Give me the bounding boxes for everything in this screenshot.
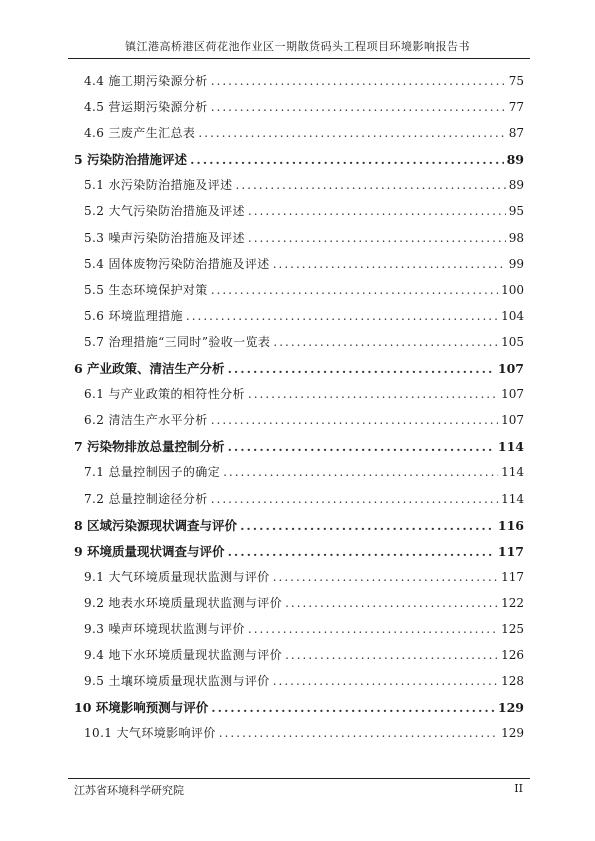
toc-entry-page: 114 [497, 439, 524, 455]
table-of-contents [74, 72, 524, 750]
toc-entry-title: 9.3 噪声环境现状监测与评价 [84, 621, 245, 636]
toc-section-entry[interactable] [74, 176, 524, 202]
toc-dot-leader [248, 231, 506, 245]
toc-entry-page: 117 [497, 543, 524, 559]
toc-dot-leader [211, 283, 498, 297]
toc-dot-leader [240, 518, 495, 533]
toc-entry-title: 5.1 水污染防治措施及评述 [84, 178, 233, 193]
toc-entry-page: 89 [506, 152, 524, 168]
toc-entry-page: 105 [501, 334, 524, 349]
toc-entry-title: 6.2 清洁生产水平分析 [84, 413, 208, 428]
toc-section-entry[interactable] [74, 646, 524, 672]
toc-dot-leader [273, 257, 506, 271]
toc-entry-title: 5.7 治理措施“三同时”验收一览表 [84, 334, 271, 349]
toc-entry-title: 5.4 固体废物污染防治措施及评述 [84, 256, 270, 271]
toc-section-entry[interactable] [74, 490, 524, 516]
toc-entry-title: 7.2 总量控制途径分析 [84, 491, 208, 506]
toc-entry-page: 129 [501, 726, 524, 741]
header-rule [68, 58, 530, 59]
toc-entry-title: 9.1 大气环境质量现状监测与评价 [84, 569, 270, 584]
toc-dot-leader [211, 413, 498, 427]
toc-section-entry[interactable] [74, 98, 524, 124]
toc-dot-leader [228, 439, 495, 454]
toc-entry-title: 4.4 施工期污染源分析 [84, 74, 208, 88]
toc-chapter-entry[interactable] [74, 359, 524, 385]
toc-chapter-entry[interactable] [74, 698, 524, 724]
toc-dot-leader [211, 100, 506, 114]
toc-entry-page: 107 [501, 387, 524, 402]
toc-section-entry[interactable] [74, 672, 524, 698]
toc-dot-leader [211, 492, 498, 506]
running-header: 镇江港高桥港区荷花池作业区一期散货码头工程项目环境影响报告书 [125, 40, 470, 53]
toc-section-entry[interactable] [74, 333, 524, 359]
toc-entry-title: 9.2 地表水环境质量现状监测与评价 [84, 595, 283, 610]
toc-section-entry[interactable] [74, 72, 524, 98]
toc-section-entry[interactable] [74, 307, 524, 333]
toc-dot-leader [273, 335, 498, 349]
toc-entry-title: 5 污染防治措施评述 [74, 152, 188, 168]
toc-entry-page: 116 [497, 517, 524, 533]
toc-entry-page: 77 [508, 100, 524, 115]
toc-entry-title: 10.1 大气环境影响评价 [84, 726, 216, 741]
toc-entry-page: 114 [501, 491, 524, 506]
toc-entry-page: 99 [508, 256, 524, 271]
toc-entry-title: 10 环境影响预测与评价 [74, 700, 209, 716]
toc-entry-page: 89 [508, 178, 524, 193]
toc-section-entry[interactable] [74, 568, 524, 594]
toc-dot-leader [248, 204, 506, 218]
toc-entry-page: 126 [501, 648, 524, 663]
toc-chapter-entry[interactable] [74, 150, 524, 176]
toc-entry-page: 87 [508, 126, 524, 141]
toc-section-entry[interactable] [74, 124, 524, 150]
toc-entry-page: 107 [501, 413, 524, 428]
toc-section-entry[interactable] [74, 620, 524, 646]
toc-entry-title: 9 环境质量现状调查与评价 [74, 543, 225, 559]
toc-section-entry[interactable] [74, 724, 524, 750]
toc-section-entry[interactable] [74, 594, 524, 620]
toc-entry-title: 9.4 地下水环境质量现状监测与评价 [84, 648, 283, 663]
toc-entry-page: 98 [508, 230, 524, 245]
toc-entry-page: 100 [501, 282, 524, 297]
toc-dot-leader [228, 544, 495, 559]
toc-entry-title: 5.3 噪声污染防治措施及评述 [84, 230, 245, 245]
toc-entry-page: 117 [501, 569, 524, 584]
toc-dot-leader [211, 74, 506, 88]
toc-entry-title: 7 污染物排放总量控制分析 [74, 439, 225, 455]
toc-entry-title: 5.5 生态环境保护对策 [84, 282, 208, 297]
toc-entry-page: 104 [501, 308, 524, 323]
toc-dot-leader [190, 152, 504, 167]
toc-entry-page: 95 [508, 204, 524, 219]
footer-page-number: II [514, 782, 523, 795]
toc-entry-title: 6 产业政策、清洁生产分析 [74, 361, 225, 377]
toc-section-entry[interactable] [74, 255, 524, 281]
toc-dot-leader [285, 648, 498, 662]
toc-entry-title: 4.5 营运期污染源分析 [84, 100, 208, 115]
footer-rule [68, 778, 530, 779]
toc-dot-leader [211, 700, 495, 715]
toc-dot-leader [236, 178, 506, 192]
toc-chapter-entry[interactable] [74, 542, 524, 568]
toc-dot-leader [186, 309, 498, 323]
toc-entry-page: 75 [508, 74, 524, 88]
toc-dot-leader [273, 570, 498, 584]
toc-dot-leader [285, 596, 498, 610]
toc-chapter-entry[interactable] [74, 437, 524, 463]
toc-entry-title: 7.1 总量控制因子的确定 [84, 465, 221, 480]
toc-dot-leader [223, 465, 498, 479]
toc-dot-leader [228, 361, 495, 376]
toc-chapter-entry[interactable] [74, 516, 524, 542]
toc-section-entry[interactable] [74, 463, 524, 489]
toc-entry-page: 114 [501, 465, 524, 480]
toc-entry-title: 5.6 环境监理措施 [84, 308, 183, 323]
toc-dot-leader [273, 674, 498, 688]
toc-dot-leader [248, 622, 498, 636]
footer-organization: 江苏省环境科学研究院 [74, 784, 184, 797]
toc-entry-page: 125 [501, 621, 524, 636]
toc-entry-title: 6.1 与产业政策的相符性分析 [84, 387, 245, 402]
toc-section-entry[interactable] [74, 411, 524, 437]
toc-entry-title: 4.6 三废产生汇总表 [84, 126, 196, 141]
toc-section-entry[interactable] [74, 281, 524, 307]
toc-section-entry[interactable] [74, 202, 524, 228]
toc-entry-title: 5.2 大气污染防治措施及评述 [84, 204, 245, 219]
toc-entry-page: 129 [497, 700, 524, 716]
toc-entry-page: 122 [501, 595, 524, 610]
toc-entry-page: 128 [501, 674, 524, 689]
toc-dot-leader [248, 387, 498, 401]
toc-entry-title: 8 区域污染源现状调查与评价 [74, 517, 238, 533]
toc-section-entry[interactable] [74, 385, 524, 411]
toc-section-entry[interactable] [74, 229, 524, 255]
toc-entry-title: 9.5 土壤环境质量现状监测与评价 [84, 674, 270, 689]
toc-entry-page: 107 [497, 361, 524, 377]
toc-dot-leader [219, 726, 498, 740]
toc-dot-leader [198, 126, 505, 140]
